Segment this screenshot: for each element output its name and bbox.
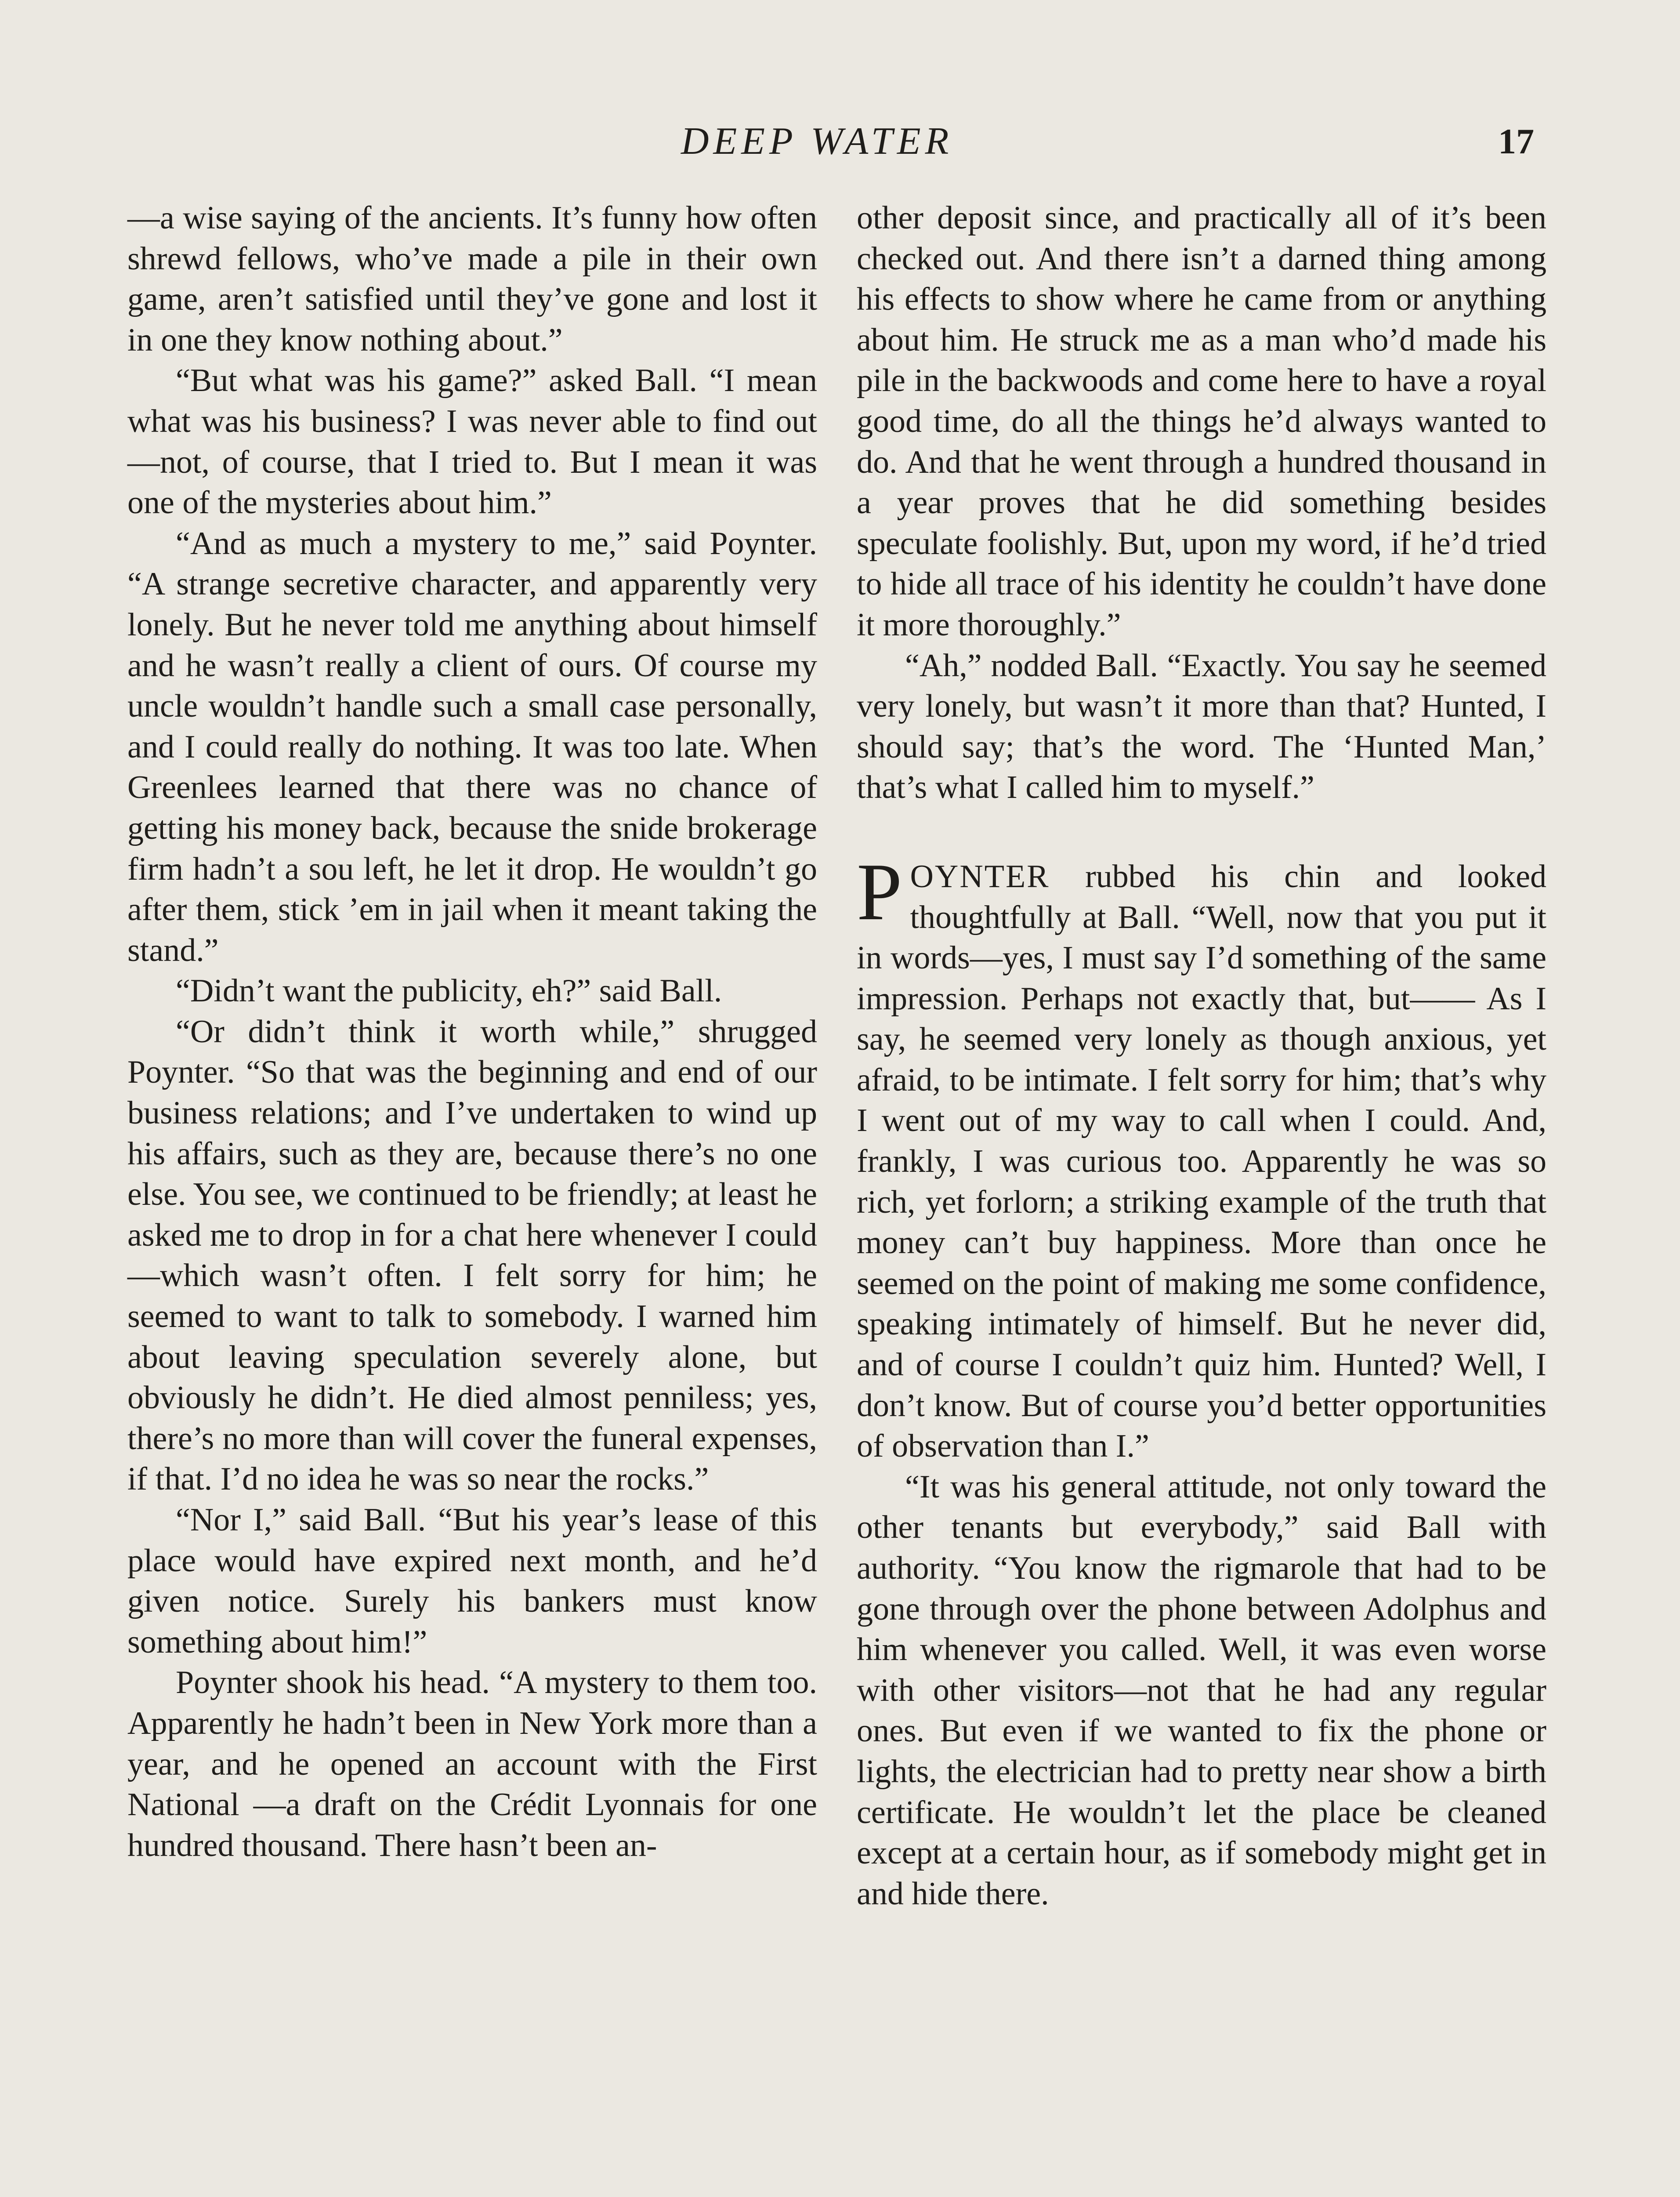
right-column — [857, 198, 1546, 1914]
page-number: 17 — [1498, 121, 1534, 161]
paragraph: “It was his general attitude, not only toward the other tenants but everybody,” said Ball with authority. “You know the rigmarole that had to be gone through over the phone between Adolphus and him whenever you called. Well, it was even worse with other visitors—not that he had any regular ones. But even if we wanted to fix the phone or lights, the electrician had to pretty near show a birth certificate. He wouldn’t let the place be cleaned except at a certain hour, as if somebody might get in and hide there. — [857, 1468, 1546, 1912]
paragraph: “Ah,” nodded Ball. “Exactly. You say he seemed very lonely, but wasn’t it more than that? Hunted, I should say; that’s the word. The ‘Hunted Man,’ that’s what I called him to myself.” — [857, 647, 1546, 806]
paragraph: “Nor I,” said Ball. “But his year’s lease of this place would have expired next month, and he’d given notice. Surely his bankers must know something about him!” — [127, 1502, 817, 1660]
paragraph: “Didn’t want the publicity, eh?” said Ball. — [176, 973, 722, 1009]
paragraph: “And as much a mystery to me,” said Poynter. “A strange secretive character, and apparently very lonely. But he never told me anything about himself and he wasn’t really a client of ours. Of course my uncle wouldn’t handle such a small case personally, and I could really do nothing. It was too late. When Greenlees learned that there was no chance of getting his money back, because the snide brokerage firm hadn’t a sou left, he let it drop. He wouldn’t go after them, stick ’em in jail when it meant taking the stand.” — [127, 525, 817, 968]
paragraph: “But what was his game?” asked Ball. “I mean what was his business? I was never able to find out—not, of course, that I tried to. But I mean it was one of the mysteries about him.” — [127, 363, 817, 521]
section-opening-text: rubbed his chin and looked thoughtfully at Ball. “Well, now that you put it in words—yes, I must say I’d something of the same impression. Perhaps not exactly that, but—— As I say, he seemed very lonely as though anxious, yet afraid, to be intimate. I felt sorry for him; that’s why I went out of my way to call when I could. And, frankly, I was curious too. Apparently he was so rich, yet forlorn; a striking example of the truth that money can’t buy happiness. More than once he seemed on the point of making me some confidence, speaking intimately of himself. But he never did, and of course I couldn’t quiz him. Hunted? Well, I don’t know. But of course you’d better opportunities of observation than I.” — [857, 858, 1546, 1465]
drop-cap: P — [857, 846, 902, 937]
paragraph: Poynter shook his head. “A mystery to them too. Apparently he hadn’t been in New York more than a year, and he opened an account with the First National —a draft on the Crédit Lyonnais for one hundred thousand. There hasn’t been an- — [127, 1664, 817, 1863]
running-title: DEEP WATER — [681, 120, 953, 163]
paragraph-continuation: other deposit since, and practically all of it’s been checked out. And there isn’t a darned thing among his effects to show where he came from or anything about him. He struck me as a man who’d made his pile in the backwoods and come here to have a royal good time, do all the things he’d always wanted to do. And that he went through a hundred thousand in a year proves that he did something besides speculate foolishly. But, upon my word, if he’d tried to hide all trace of his identity he couldn’t have done it more thoroughly.” — [857, 200, 1546, 643]
page-header — [0, 115, 1680, 168]
left-column — [127, 198, 817, 1866]
paragraph-continuation: —a wise saying of the ancients. It’s funny how often shrewd fellows, who’ve made a pile in their own game, aren’t satisfied until they’ve gone and lost it in one they know nothing about.” — [127, 200, 817, 358]
section-opening-paragraph — [857, 846, 1546, 1467]
section-lead-word: OYNTER — [910, 858, 1050, 895]
paragraph: “Or didn’t think it worth while,” shrugged Poynter. “So that was the beginning and end of our business relations; and I’ve undertaken to wind up his affairs, such as they are, because there’s no one else. You see, we continued to be friendly; at least he asked me to drop in for a chat here whenever I could—which wasn’t often. I felt sorry for him; he seemed to want to talk to somebody. I warned him about leaving speculation severely alone, but obviously he didn’t. He died almost penniless; yes, there’s no more than will cover the funeral expenses, if that. I’d no idea he was so near the rocks.” — [127, 1013, 817, 1497]
